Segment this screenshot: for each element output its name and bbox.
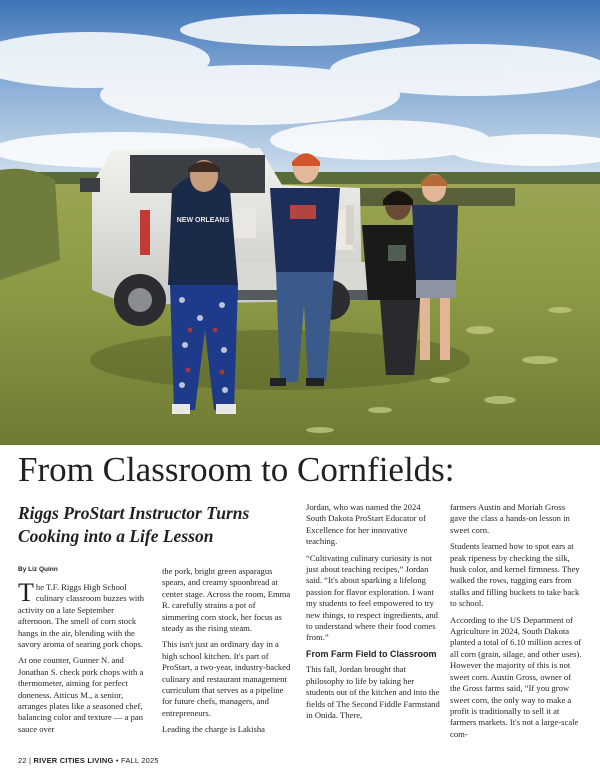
page-footer — [18, 756, 159, 765]
publication-name: RIVER CITIES LIVING — [33, 756, 114, 765]
paragraph: “Cultivating culinary curiosity is not just about teaching recipes,” Jordan said. “It's about sparking a lifelong passion for flavor exploration. I want my students to feel empowered to try new things, to respect ingredients, and to understand where their food comes from.” — [306, 552, 438, 643]
column-4 — [450, 502, 582, 745]
byline: By Liz Quinn — [18, 566, 58, 573]
drop-cap: T — [18, 578, 34, 607]
issue-label: FALL 2025 — [120, 756, 159, 765]
paragraph: Leading the charge is Lakisha — [162, 724, 265, 735]
footer-separator: | — [29, 756, 32, 765]
paragraph: This fall, Jordan brought that philosophy to life by taking her students out of the kitchen and into the fields of The Second Fiddle Farmstand in Onida. There, — [306, 664, 440, 720]
paragraph: Jordan, who was named the 2024 South Dakota ProStart Educator of Excellence for her innovative teaching. — [306, 502, 426, 547]
paragraph: This isn't just an ordinary day in a high school kitchen. It's part of ProStart, a two-year, industry-backed culinary and restaurant management curriculum that serves as a pipeline for future chefs, managers, and entrepreneurs. — [162, 639, 291, 718]
hoodie-print: NEW ORLEANS — [176, 217, 230, 224]
subhead: Riggs ProStart Instructor Turns Cooking into a Life Lesson — [18, 503, 250, 546]
section-heading: From Farm Field to Classroom — [306, 648, 437, 659]
paragraph — [18, 578, 148, 650]
column-1 — [18, 578, 148, 740]
column-3 — [306, 502, 440, 726]
headline: From Classroom to Cornfields: — [18, 450, 455, 489]
paragraph-text: he T.F. Riggs High School culinary classroom buzzes with activity on a late September afternoon. The smell of corn stock hangs in the air, blending with the savory aroma of searing pork chops. — [18, 582, 144, 650]
footer-dot: • — [115, 756, 119, 765]
paragraph: According to the US Department of Agriculture in 2024, South Dakota planted a total of 6.10 million acres of all corn (grain, silage, and other uses). However the majority of this is not sweet corn. Austin Gross, owner of the Gross farms said, “If you grow sweet corn, the only way to make a profit is traditionally to sell it at farmers markets. It's not a large-scale com- — [450, 614, 582, 739]
paragraph: the pork, bright green asparagus spears, and creamy spoonbread at center stage. Across the room, Emma R. carefully strains a pot of simmering corn stock, her focus as steady as the rising steam. — [162, 566, 291, 634]
page-number: 22 — [18, 756, 27, 765]
column-2 — [162, 566, 292, 741]
paragraph: farmers Austin and Moriah Gross gave the class a hands-on lesson in sweet corn. — [450, 502, 570, 535]
paragraph: Students learned how to spot ears at peak ripeness by checking the silk, husk color, and kernel firmness. They walked the rows, tugging ears from stalks and filling buckets to take back to school. — [450, 541, 580, 609]
paragraph: At one counter, Gunner N. and Jonathan S. check pork chops with a thermometer, aiming for perfect doneness. Atticus M., a senior, arranges plates like a seasoned chef, balancing color and texture — a pan sauce over — [18, 655, 144, 734]
